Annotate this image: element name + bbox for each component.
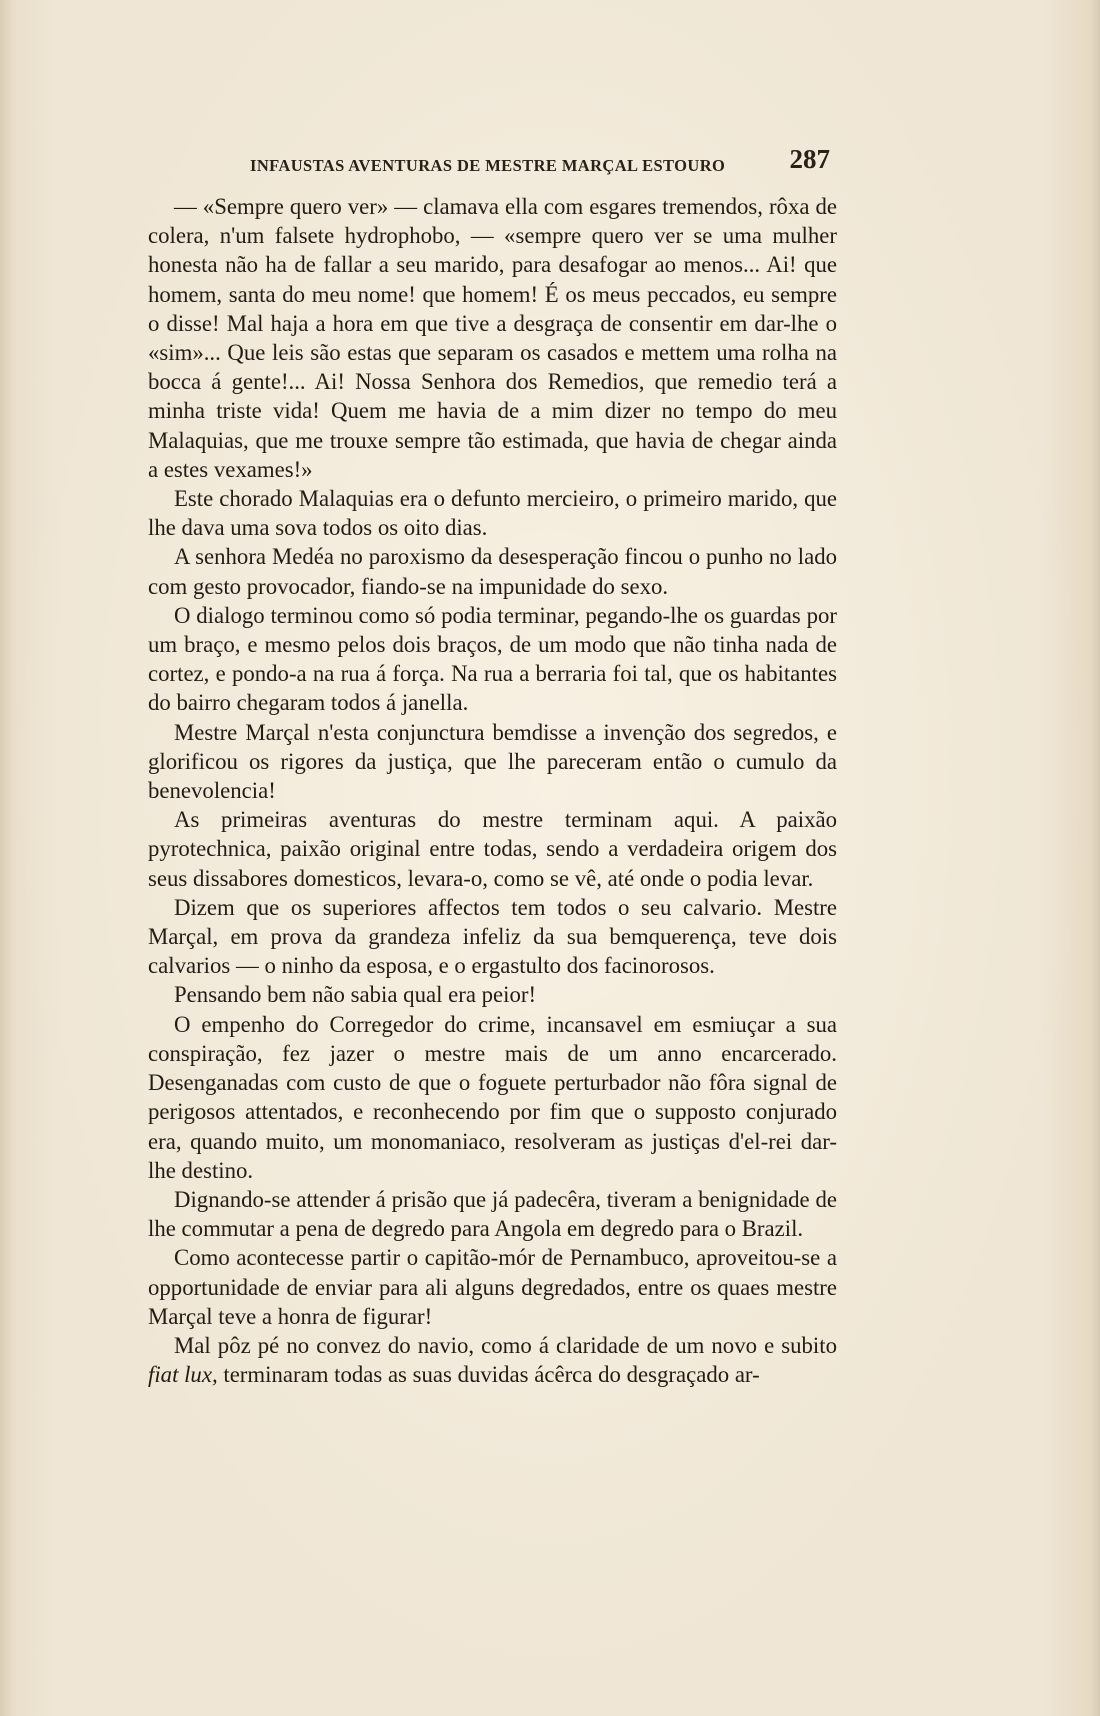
paragraph: Dizem que os superiores affectos tem todos o seu calvario. Mestre Marçal, em prova da grandeza infeliz da sua bemquerença, teve dois calvarios — o ninho da esposa, e o ergastulto dos facinorosos. — [148, 894, 837, 979]
paragraph: Este chorado Malaquias era o defunto mercieiro, o primeiro marido, que lhe dava uma sova todos os oito dias. — [148, 486, 837, 541]
paragraph: Dignando-se attender á prisão que já padecêra, tiveram a benignidade de lhe commutar a pena de degredo para Angola em degredo para o Brazil. — [148, 1186, 837, 1242]
body-text — [148, 192, 837, 1389]
page-header — [250, 144, 830, 184]
italic-phrase: fiat lux, — [148, 1362, 218, 1388]
last-paragraph-start: Mal pôz pé no convez do navio, como á claridade de um novo e subito — [174, 1332, 837, 1358]
paragraph: O empenho do Corregedor do crime, incansavel em esmiuçar a sua conspiração, fez jazer o mestre mais de um anno encarcerado. Desenganadas com custo de que o foguete perturbador não fôra signal de perigosos attentados, e reconhecendo por fim que o supposto conjurado era, quando muito, um monomaniaco, resolveram as justiças d'el-rei dar-lhe destino. — [148, 1011, 837, 1183]
page-number: 287 — [789, 144, 830, 174]
running-title: INFAUSTAS AVENTURAS DE MESTRE MARÇAL ESTOURO — [250, 156, 726, 175]
paragraph: — «Sempre quero ver» — clamava ella com esgares tremendos, rôxa de colera, n'um falsete hydrophobo, — «sempre quero ver se uma mulher honesta não ha de fallar a seu marido, para desafogar ao menos... Ai! que homem, santa do meu nome! que homem! É os meus peccados, eu sempre o disse! Mal haja a hora em que tive a desgraça de consentir em dar-lhe o «sim»... Que leis são estas que separam os casados e mettem uma rolha na bocca á gente!... Ai! Nossa Senhora dos Remedios, que remedio terá a minha triste vida! Quem me havia de a mim dizer no tempo do meu Malaquias, que me trouxe sempre tão estimada, que havia de chegar ainda a estes vexames!» — [148, 194, 837, 482]
paragraph: Como acontecesse partir o capitão-mór de Pernambuco, aproveitou-se a opportunidade de enviar para ali alguns degredados, entre os quaes mestre Marçal teve a honra de figurar! — [148, 1245, 837, 1329]
last-paragraph-end: terminaram todas as suas duvidas ácêrca do desgraçado ar- — [217, 1362, 760, 1388]
paragraph: O dialogo terminou como só podia terminar, pegando-lhe os guardas por um braço, e mesmo pelos dois braços, de um modo que não tinha nada de cortez, e pondo-a na rua á força. Na rua a berraria foi tal, que os habitantes do bairro chegaram todos á janella. — [148, 602, 837, 716]
paragraph: A senhora Medéa no paroxismo da desesperação fincou o punho no lado com gesto provocador, fiando-se na impunidade do sexo. — [148, 544, 837, 599]
paragraph-last — [148, 1331, 837, 1389]
paragraph: Pensando bem não sabia qual era peior! — [174, 982, 537, 1008]
paragraph: As primeiras aventuras do mestre terminam aqui. A paixão pyrotechnica, paixão original entre todas, sendo a verdadeira origem dos seus dissabores domesticos, levara-o, como se vê, até onde o podia levar. — [148, 807, 837, 891]
paragraph: Mestre Marçal n'esta conjunctura bemdisse a invenção dos segredos, e glorificou os rigores da justiça, que lhe pareceram então o cumulo da benevolencia! — [148, 719, 837, 804]
